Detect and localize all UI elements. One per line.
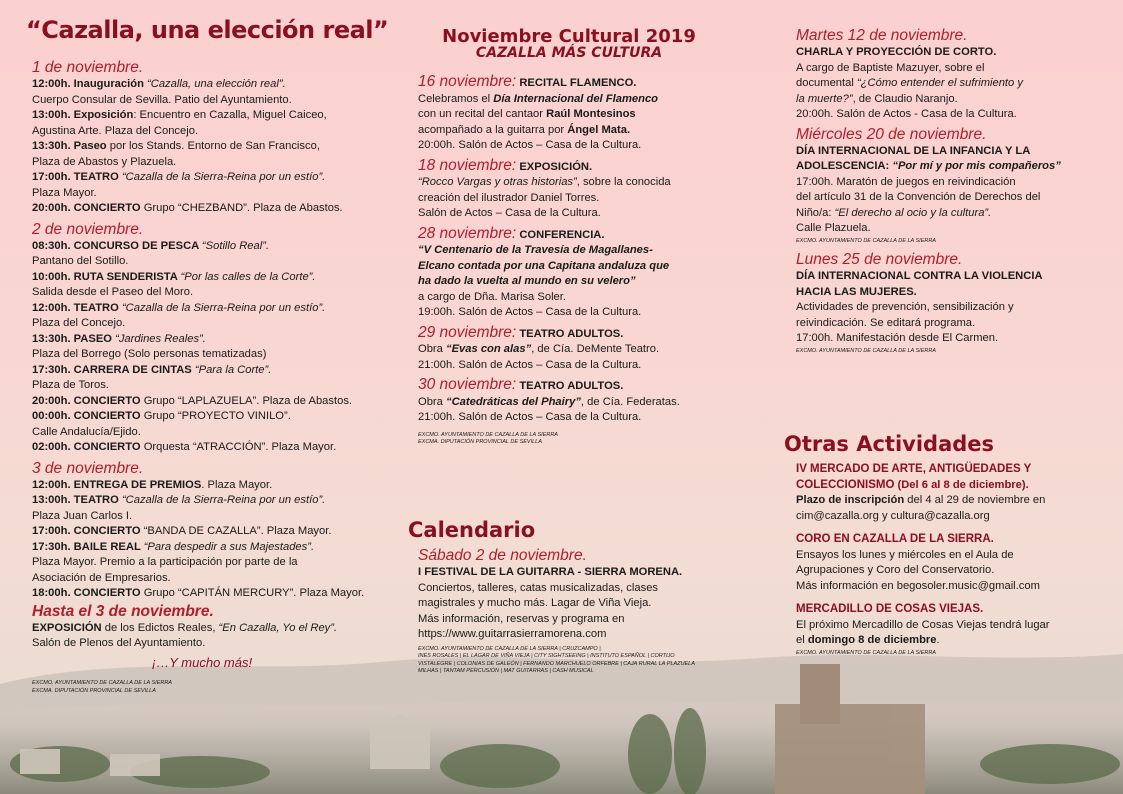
- event-line: EXPOSICIÓN de los Edictos Reales, “En Cazalla, Yo el Rey”.: [32, 621, 338, 634]
- event-line: 08:30h. CONCURSO DE PESCA “Sotillo Real”.: [32, 239, 270, 252]
- event-line: documental “¿Cómo entender el sufrimiento y: [796, 77, 1023, 89]
- event-line: “V Centenario de la Travesía de Magallanes-: [418, 244, 653, 256]
- event-line: 19:00h. Salón de Actos – Casa de la Cultura.: [418, 306, 642, 318]
- event-25-nov: [796, 250, 1088, 354]
- event-line: 17:30h. CARRERA DE CINTAS “Para la Corte”.: [32, 363, 272, 376]
- choir: [796, 532, 1088, 594]
- email-contact[interactable]: cim@cazalla.org y cultura@cazalla.org: [796, 509, 990, 522]
- website-link[interactable]: https://www.guitarrasierramorena.com: [418, 628, 607, 640]
- event-line: Salón de Plenos del Ayuntamiento.: [32, 637, 206, 649]
- credit-line: EXCMO. AYUNTAMIENTO DE CAZALLA DE LA SIERRA | CRUZCAMPO |: [418, 645, 601, 652]
- credit-line: MILHAS | TANTAM PERCUSIÓN | MAT GUITARRAS | CASH MUSICAL: [418, 668, 594, 674]
- event-line: Elcano contada por una Capitana andaluza que: [418, 259, 670, 272]
- event-line: 20:00h. Salón de Actos – Casa de la Cultura.: [418, 139, 642, 151]
- event-line: 12:00h. Inauguración “Cazalla, una elección real”.: [32, 78, 286, 90]
- event-line: Agustina Arte. Plaza del Concejo.: [32, 124, 199, 137]
- event-line: Salida desde el Paseo del Moro.: [32, 286, 194, 298]
- credit-line: EXCMA. DIPUTACIÓN PROVINCIAL DE SEVILLA: [418, 439, 542, 445]
- event-line: 21:00h. Salón de Actos – Casa de la Cultura.: [418, 411, 642, 423]
- event-line: 17:00h. Manifestación desde El Carmen.: [796, 332, 999, 344]
- art-market: [796, 462, 1088, 524]
- event-type: I FESTIVAL DE LA GUITARRA - SIERRA MORENA.: [418, 566, 683, 578]
- event-line: Obra “Catedráticas del Phairy”, de Cía. Federatas.: [418, 395, 680, 408]
- event-line: 13:00h. Exposición: Encuentro en Cazalla, Miguel Caiceo,: [32, 109, 327, 121]
- event-type: HACIA LAS MUJERES.: [796, 285, 917, 298]
- main-title: “Cazalla, una elección real”: [26, 16, 389, 44]
- event-date: 29 noviembre:: [418, 323, 517, 341]
- event-line: ha dado la vuelta al mundo en su velero”: [418, 275, 636, 287]
- event-line: Conciertos, talleres, catas musicalizadas, clases: [418, 581, 659, 594]
- event-type: EXPOSICIÓN.: [516, 160, 593, 173]
- credit-line: EXCMO. AYUNTAMIENTO DE CAZALLA DE LA SIERRA: [32, 680, 172, 686]
- event-line: 17:00h. CONCIERTO “BANDA DE CAZALLA”. Plaza Mayor.: [32, 525, 332, 537]
- column-middle: [404, 0, 734, 794]
- event-type: RECITAL FLAMENCO.: [516, 77, 637, 89]
- cultural-events: [418, 72, 723, 446]
- activity-line: Agrupaciones y Coro del Conservatorio.: [796, 564, 995, 576]
- event-line: 00:00h. CONCIERTO Grupo “PROYECTO VINILO”.: [32, 410, 291, 422]
- credit-line: VISTALEGRE | COLONIAS DE GALEÓN | FERNANDO MARCHUELO ORFEBRE | CAJA RURAL LA PLAZUELA: [418, 660, 695, 667]
- calendar-title: Calendario: [408, 518, 536, 542]
- event-type: TEATRO ADULTOS.: [516, 327, 624, 340]
- event-line: 02:00h. CONCIERTO Orquesta “ATRACCIÓN”. Plaza Mayor.: [32, 441, 337, 453]
- event-line: Celebramos el Día Internacional del Flamenco: [418, 92, 658, 105]
- calendar-event: [418, 546, 723, 675]
- event-line: 20:00h. CONCIERTO Grupo “CHEZBAND”. Plaza de Abastos.: [32, 202, 343, 214]
- event-line: 12:00h. TEATRO “Cazalla de la Sierra-Reina por un estío”.: [32, 301, 326, 314]
- event-line: 17:00h. Maratón de juegos en reivindicación: [796, 175, 1016, 188]
- event-line: Plaza del Concejo.: [32, 317, 126, 329]
- day-heading: 2 de noviembre.: [32, 220, 144, 238]
- event-line: Calle Plazuela.: [796, 222, 871, 234]
- event-date: 18 noviembre:: [418, 156, 517, 174]
- event-line: Más información, reservas y programa en: [418, 612, 625, 625]
- event-line: la muerte?”, de Claudio Naranjo.: [796, 92, 958, 105]
- event-line: 20:00h. Salón de Actos - Casa de la Cultura.: [796, 108, 1017, 120]
- event-line: con un recital del cantaor Raúl Montesinos: [418, 108, 636, 120]
- event-type: CONFERENCIA.: [516, 228, 605, 241]
- event-line: “Rocco Vargas y otras historias”, sobre la conocida: [418, 176, 671, 188]
- activity-line: Plazo de inscripción del 4 al 29 de noviembre en: [796, 494, 1046, 506]
- event-line: Plaza Juan Carlos I.: [32, 509, 133, 522]
- event-date: 30 noviembre:: [418, 376, 517, 393]
- other-activities-title: Otras Actividades: [784, 432, 995, 456]
- event-type: DÍA INTERNACIONAL CONTRA LA VIOLENCIA: [796, 270, 1043, 282]
- activity-title: COLECCIONISMO (Del 6 al 8 de diciembre).: [796, 478, 1029, 491]
- event-28-nov: [418, 224, 723, 321]
- event-line: Plaza del Borrego (Solo personas tematizadas): [32, 348, 267, 360]
- credit-line: INÉS ROSALES | EL LAGAR DE VIÑA VIEJA | CITY SIGHTSEEING | INSTITUTO ESPAÑOL | CORTIJO: [418, 653, 675, 659]
- email-contact[interactable]: Más información en begosoler.music@gmail.com: [796, 579, 1040, 592]
- event-line: 12:00h. ENTREGA DE PREMIOS. Plaza Mayor.: [32, 478, 273, 491]
- credit-line: EXCMO. AYUNTAMIENTO DE CAZALLA DE LA SIERRA: [418, 431, 558, 438]
- cultural-title: Noviembre Cultural 2019: [442, 26, 696, 47]
- event-line: magistrales y mucho más. Lagar de Viña Vieja.: [418, 597, 652, 609]
- event-12-nov: [796, 26, 1088, 123]
- event-line: 17:00h. TEATRO “Cazalla de la Sierra-Reina por un estío”.: [32, 171, 326, 183]
- credit-line: EXCMA. DIPUTACIÓN PROVINCIAL DE SEVILLA: [32, 687, 156, 694]
- event-line: Cuerpo Consular de Sevilla. Patio del Ayuntamiento.: [32, 93, 292, 106]
- event-16-nov: [418, 72, 723, 154]
- event-line: reivindicación. Se editará programa.: [796, 316, 976, 329]
- event-line: 13:00h. TEATRO “Cazalla de la Sierra-Reina por un estío”.: [32, 494, 326, 506]
- event-type: DÍA INTERNACIONAL DE LA INFANCIA Y LA: [796, 144, 1031, 157]
- event-line: acompañado a la guitarra por Ángel Mata.: [418, 123, 631, 136]
- event-line: Plaza Mayor. Premio a la participación por parte de la: [32, 556, 298, 568]
- event-29-nov: [418, 323, 723, 374]
- activity-title: MERCADILLO DE COSAS VIEJAS.: [796, 603, 984, 615]
- event-line: 13:30h. PASEO “Jardines Reales”.: [32, 332, 206, 345]
- event-line: 21:00h. Salón de Actos – Casa de la Cultura.: [418, 358, 642, 371]
- activity-title: IV MERCADO DE ARTE, ANTIGÜEDADES Y: [796, 463, 1032, 475]
- event-type: CHARLA Y PROYECCIÓN DE CORTO.: [796, 46, 997, 58]
- event-line: a cargo de Dña. Marisa Soler.: [418, 290, 566, 303]
- event-date: 28 noviembre:: [418, 224, 517, 242]
- column-right: [780, 0, 1090, 794]
- event-line: ADOLESCENCIA: “Por mí y por mis compañeros”: [796, 160, 1061, 172]
- event-20-nov: [796, 125, 1088, 245]
- credits: [418, 432, 723, 446]
- event-line: Niño/a: “El derecho al ocio y la cultura”.: [796, 206, 992, 219]
- event-line: Actividades de prevención, sensibilización y: [796, 301, 1014, 313]
- column-left: [18, 0, 389, 794]
- event-30-nov: [418, 375, 723, 426]
- activity-line: El próximo Mercadillo de Cosas Viejas tendrá lugar: [796, 618, 1050, 631]
- event-line: Plaza de Toros.: [32, 379, 109, 391]
- event-18-nov: [418, 156, 723, 222]
- event-line: Pantano del Sotillo.: [32, 255, 129, 267]
- event-line: 20:00h. CONCIERTO Grupo “LAPLAZUELA”. Plaza de Abastos.: [32, 394, 353, 407]
- other-activities: [796, 462, 1088, 656]
- event-line: Plaza Mayor.: [32, 186, 97, 199]
- and-more-text: ¡…Y mucho más!: [151, 654, 253, 670]
- event-date: Lunes 25 de noviembre.: [796, 251, 963, 268]
- day-heading: 1 de noviembre.: [32, 59, 144, 76]
- event-line: creación del ilustrador Daniel Torres.: [418, 191, 600, 204]
- credit-line: EXCMO. AYUNTAMIENTO DE CAZALLA DE LA SIERRA: [796, 237, 936, 244]
- event-date: Martes 12 de noviembre.: [796, 27, 968, 44]
- event-line: Asociación de Empresarios.: [32, 571, 171, 584]
- event-line: Salón de Actos – Casa de la Cultura.: [418, 207, 601, 219]
- day-heading: 3 de noviembre.: [32, 459, 144, 477]
- cultural-subtitle: CAZALLA MÁS CULTURA: [475, 45, 663, 61]
- event-line: del artículo 31 de la Convención de Derechos del: [796, 191, 1041, 203]
- event-line: Plaza de Abastos y Plazuela.: [32, 155, 177, 168]
- event-line: 17:30h. BAILE REAL “Para despedir a sus Majestades”.: [32, 540, 315, 553]
- credits: [32, 680, 372, 694]
- activity-line: el domingo 8 de diciembre.: [796, 634, 940, 646]
- sponsors: [418, 646, 723, 675]
- event-line: Obra “Evas con alas”, de Cía. DeMente Teatro.: [418, 343, 660, 355]
- program-nov-1: [32, 58, 372, 694]
- event-date: 16 noviembre:: [418, 73, 517, 90]
- event-line: 18:00h. CONCIERTO Grupo “CAPITÁN MERCURY”. Plaza Mayor.: [32, 587, 365, 599]
- activity-line: Ensayos los lunes y miércoles en el Aula de: [796, 548, 1014, 561]
- right-events: [796, 26, 1088, 354]
- event-date: Miércoles 20 de noviembre.: [796, 125, 987, 143]
- activity-title: CORO EN CAZALLA DE LA SIERRA.: [796, 533, 994, 545]
- credit-line: EXCMO. AYUNTAMIENTO DE CAZALLA DE LA SIERRA: [796, 649, 936, 656]
- event-type: TEATRO ADULTOS.: [516, 380, 624, 392]
- day-heading: Hasta el 3 de noviembre.: [32, 602, 214, 620]
- event-line: Calle Andalucía/Ejido.: [32, 425, 141, 438]
- credit-line: EXCMO. AYUNTAMIENTO DE CAZALLA DE LA SIERRA: [796, 347, 936, 354]
- flea-market: [796, 602, 1088, 656]
- event-line: 13:30h. Paseo por los Stands. Entorno de San Francisco,: [32, 140, 320, 152]
- event-line: 10:00h. RUTA SENDERISTA “Por las calles de la Corte”.: [32, 270, 316, 283]
- event-line: A cargo de Baptiste Mazuyer, sobre el: [796, 61, 985, 74]
- event-date: Sábado 2 de noviembre.: [418, 547, 587, 564]
